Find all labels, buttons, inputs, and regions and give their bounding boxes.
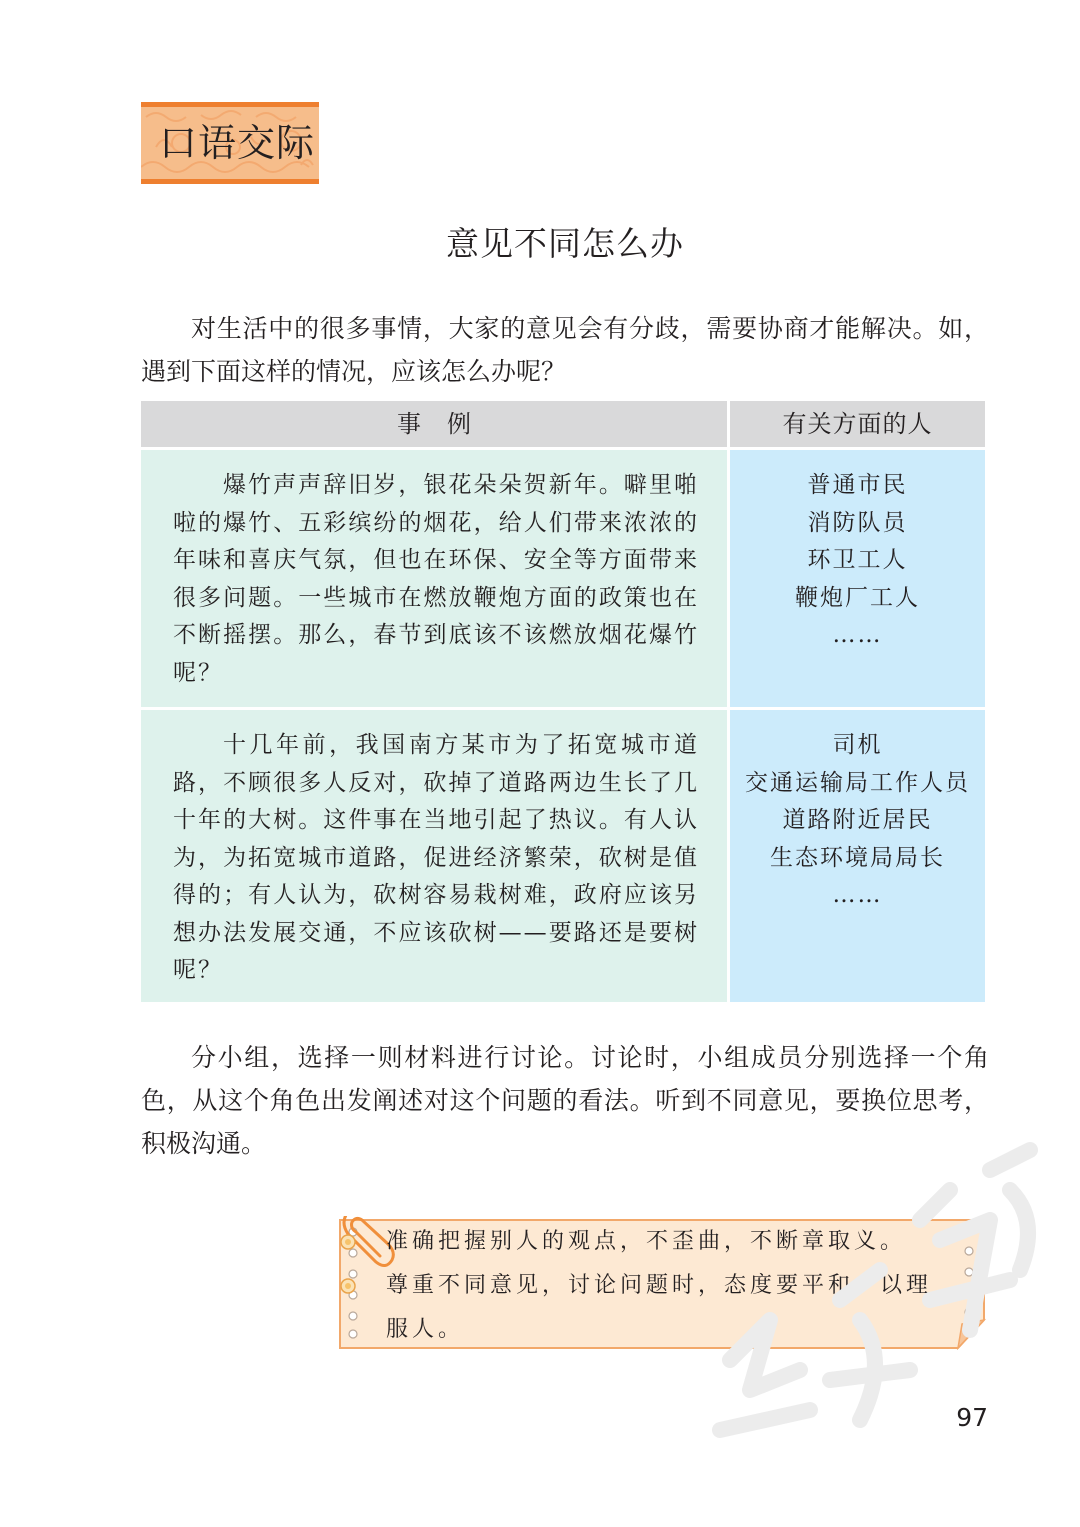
table-header: [141, 401, 985, 447]
people-cell: [730, 710, 985, 1002]
page-number: 97: [956, 1403, 988, 1432]
bullet-circle-icon: [340, 1278, 356, 1294]
table-row: [141, 710, 985, 1002]
people-item: 环卫工人: [807, 547, 908, 573]
bullet-circle-icon: [340, 1234, 356, 1250]
section-title: 口语交际: [159, 121, 316, 165]
people-item: 司机: [832, 732, 883, 758]
case-text: 爆竹声声辞旧岁，银花朵朵贺新年。噼里啪啦的爆竹、五彩缤纷的烟花，给人们带来浓浓的年味和喜庆气氛，但也在环保、安全等方面带来很多问题。一些城市在燃放鞭炮方面的政策也在不断摇摆。那么，春节到底该不该燃放烟花爆竹呢？: [173, 472, 699, 686]
people-ellipsis: ……: [832, 882, 883, 908]
tip-text: 尊重不同意见，讨论问题时，态度要平和，以理服人。: [386, 1273, 933, 1342]
people-cell: [730, 450, 985, 707]
case-cell: [141, 450, 727, 707]
table-row: [141, 450, 985, 707]
header-people: 有关方面的人: [730, 401, 985, 447]
tip-text: 准确把握别人的观点，不歪曲，不断章取义。: [386, 1229, 907, 1254]
intro-paragraph: 对生活中的很多事情，大家的意见会有分歧，需要协商才能解决。如，遇到下面这样的情况，应该怎么办呢？: [141, 314, 989, 386]
people-item: 交通运输局工作人员: [745, 769, 970, 796]
lesson-title: 意见不同怎么办: [446, 224, 684, 263]
case-cell: [141, 710, 727, 1002]
case-text: 十几年前，我国南方某市为了拓宽城市道路，不顾很多人反对，砍掉了道路两边生长了几十年的大树。这件事在当地引起了热议。有人认为，为拓宽城市道路，促进经济繁荣，砍树是值得的；有人认为，砍树容易栽树难，政府应该另想办法发展交通，不应该砍树——要路还是要树呢？: [173, 732, 699, 983]
task-paragraph: 分小组，选择一则材料进行讨论。讨论时，小组成员分别选择一个角色，从这个角色出发阐述对这个问题的看法。听到不同意见，要换位思考，积极沟通。: [141, 1043, 989, 1158]
people-item: 鞭炮厂工人: [795, 584, 920, 611]
header-cases: 事例: [141, 401, 727, 447]
people-item: 道路附近居民: [782, 807, 933, 833]
people-item: 普通市民: [807, 472, 908, 498]
people-ellipsis: ……: [832, 622, 883, 648]
watermark-icon: [690, 1130, 1060, 1460]
people-item: 生态环境局局长: [770, 844, 945, 871]
section-banner: [141, 102, 319, 184]
people-item: 消防队员: [807, 509, 908, 536]
